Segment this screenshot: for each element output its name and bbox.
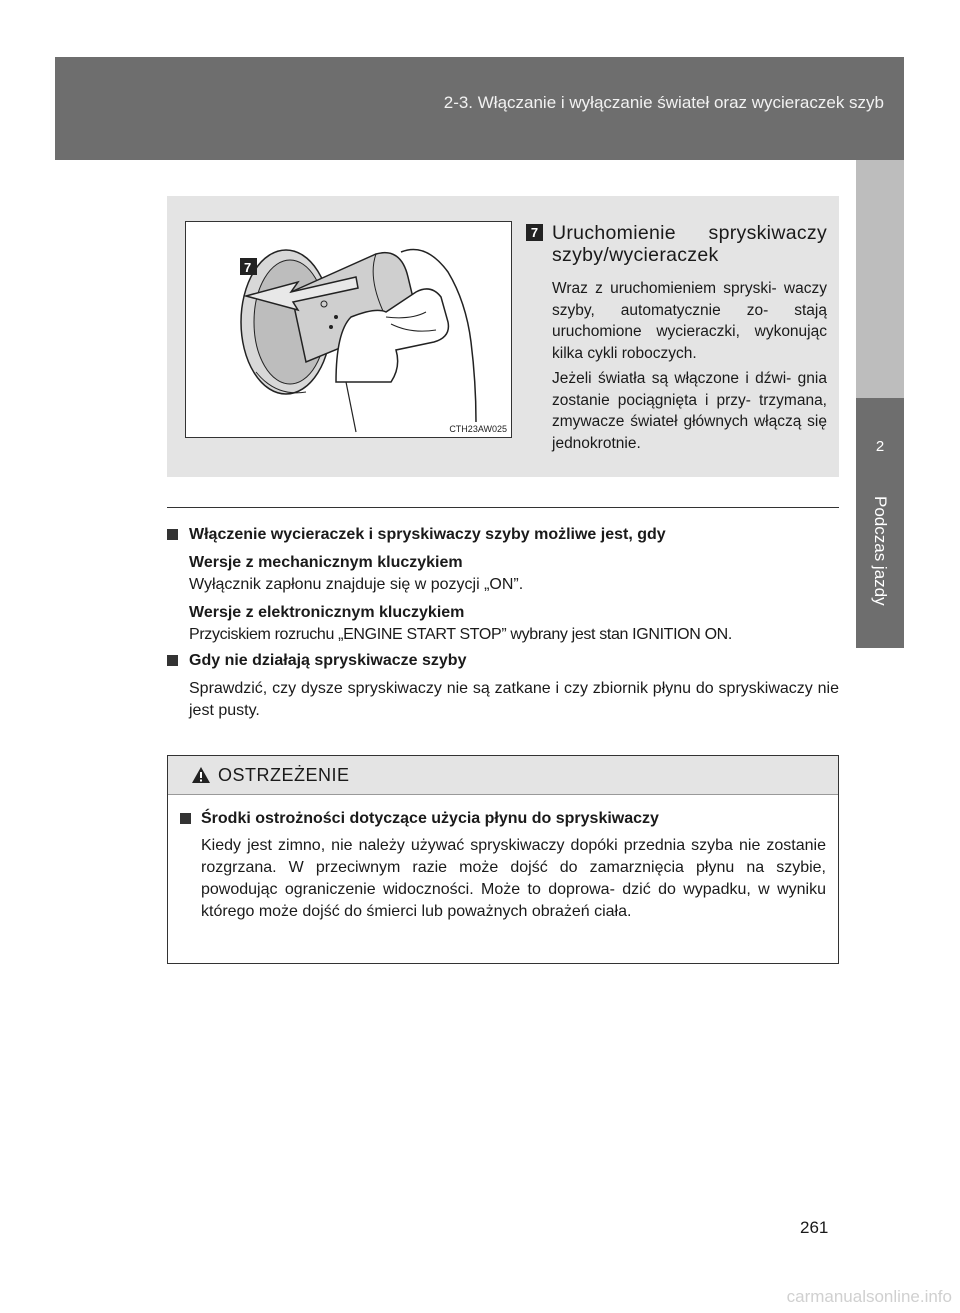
warning-title: OSTRZEŻENIE bbox=[218, 765, 350, 785]
warning-body bbox=[180, 808, 826, 923]
illustration-code: CTH23AW025 bbox=[449, 424, 507, 434]
bullet-square-icon bbox=[167, 529, 178, 540]
section-heading-text: Włączenie wycieraczek i spryskiwaczy szyby możliwe jest, gdy bbox=[189, 526, 666, 543]
chapter-header bbox=[55, 57, 904, 160]
warning-triangle-icon bbox=[191, 766, 211, 784]
chapter-number: 2 bbox=[875, 438, 885, 455]
warning-box bbox=[167, 755, 839, 964]
section-heading bbox=[167, 524, 839, 546]
step-title-line2: szyby/wycieraczek bbox=[552, 244, 719, 266]
bullet-square-icon bbox=[167, 655, 178, 666]
warning-heading-text: Środki ostrożności dotyczące użycia płynu do spryskiwaczy bbox=[201, 810, 659, 827]
side-tab-spacer bbox=[856, 160, 904, 398]
chapter-title: 2-3. Włączanie i wyłączanie świateł oraz wycieraczek szyb bbox=[443, 93, 884, 112]
section-heading-text: Gdy nie działają spryskiwacze szyby bbox=[189, 652, 467, 669]
step-title bbox=[552, 222, 827, 266]
section-divider bbox=[167, 507, 839, 508]
subheading-electronic-key: Wersje z elektronicznym kluczykiem bbox=[189, 604, 465, 621]
page-number: 261 bbox=[800, 1218, 829, 1237]
text-mechanical-key: Wyłącznik zapłonu znajduje się w pozycji „ON”. bbox=[189, 576, 524, 593]
warning-header bbox=[168, 756, 838, 795]
chapter-side-tab bbox=[856, 398, 904, 648]
step-description-2: Jeżeli światła są włączone i dźwi- gnia zostanie pociągnięta i przy- trzymana, zmywacze świateł głównych włączą się jednokrotnie. bbox=[552, 370, 827, 452]
step-title-line1: Uruchomienie spryskiwaczy bbox=[552, 222, 827, 244]
chapter-label: Podczas jazdy bbox=[871, 496, 890, 606]
text-electronic-key: Przyciskiem rozruchu „ENGINE START STOP” wybrany jest stan IGNITION ON. bbox=[189, 626, 732, 643]
figure-panel bbox=[167, 196, 839, 477]
wiper-lever-drawing bbox=[186, 222, 511, 437]
svg-text:7: 7 bbox=[244, 260, 252, 275]
bullet-square-icon bbox=[180, 813, 191, 824]
section-washers-not-working bbox=[167, 650, 839, 722]
text-washers-not-working: Sprawdzić, czy dysze spryskiwaczy nie są zatkane i czy zbiornik płynu do spryskiwaczy nie jest pusty. bbox=[189, 680, 839, 719]
warning-text: Kiedy jest zimno, nie należy używać spryskiwaczy dopóki przednia szyba nie zostanie rozgrzana. W przeciwnym razie może dojść do zamarznięcia płynu na szybie, powodując ograniczenie widoczności. Może to doprowa- dzić do wypadku, w wyniku którego może dojść do śmierci lub poważnych obrażeń ciała. bbox=[201, 837, 826, 920]
section-operation-conditions bbox=[167, 524, 839, 646]
step-badge: 7 bbox=[526, 224, 543, 241]
warning-heading bbox=[180, 808, 826, 830]
wiper-lever-illustration bbox=[185, 221, 512, 438]
step-description-1: Wraz z uruchomieniem spryski- waczy szyby, automatycznie zo- stają uruchomione wycieraczki, wykonując kilka cykli roboczych. bbox=[552, 280, 827, 362]
section-heading bbox=[167, 650, 839, 672]
subheading-mechanical-key: Wersje z mechanicznym kluczykiem bbox=[189, 554, 463, 571]
watermark: carmanualsonline.info bbox=[786, 1287, 952, 1306]
